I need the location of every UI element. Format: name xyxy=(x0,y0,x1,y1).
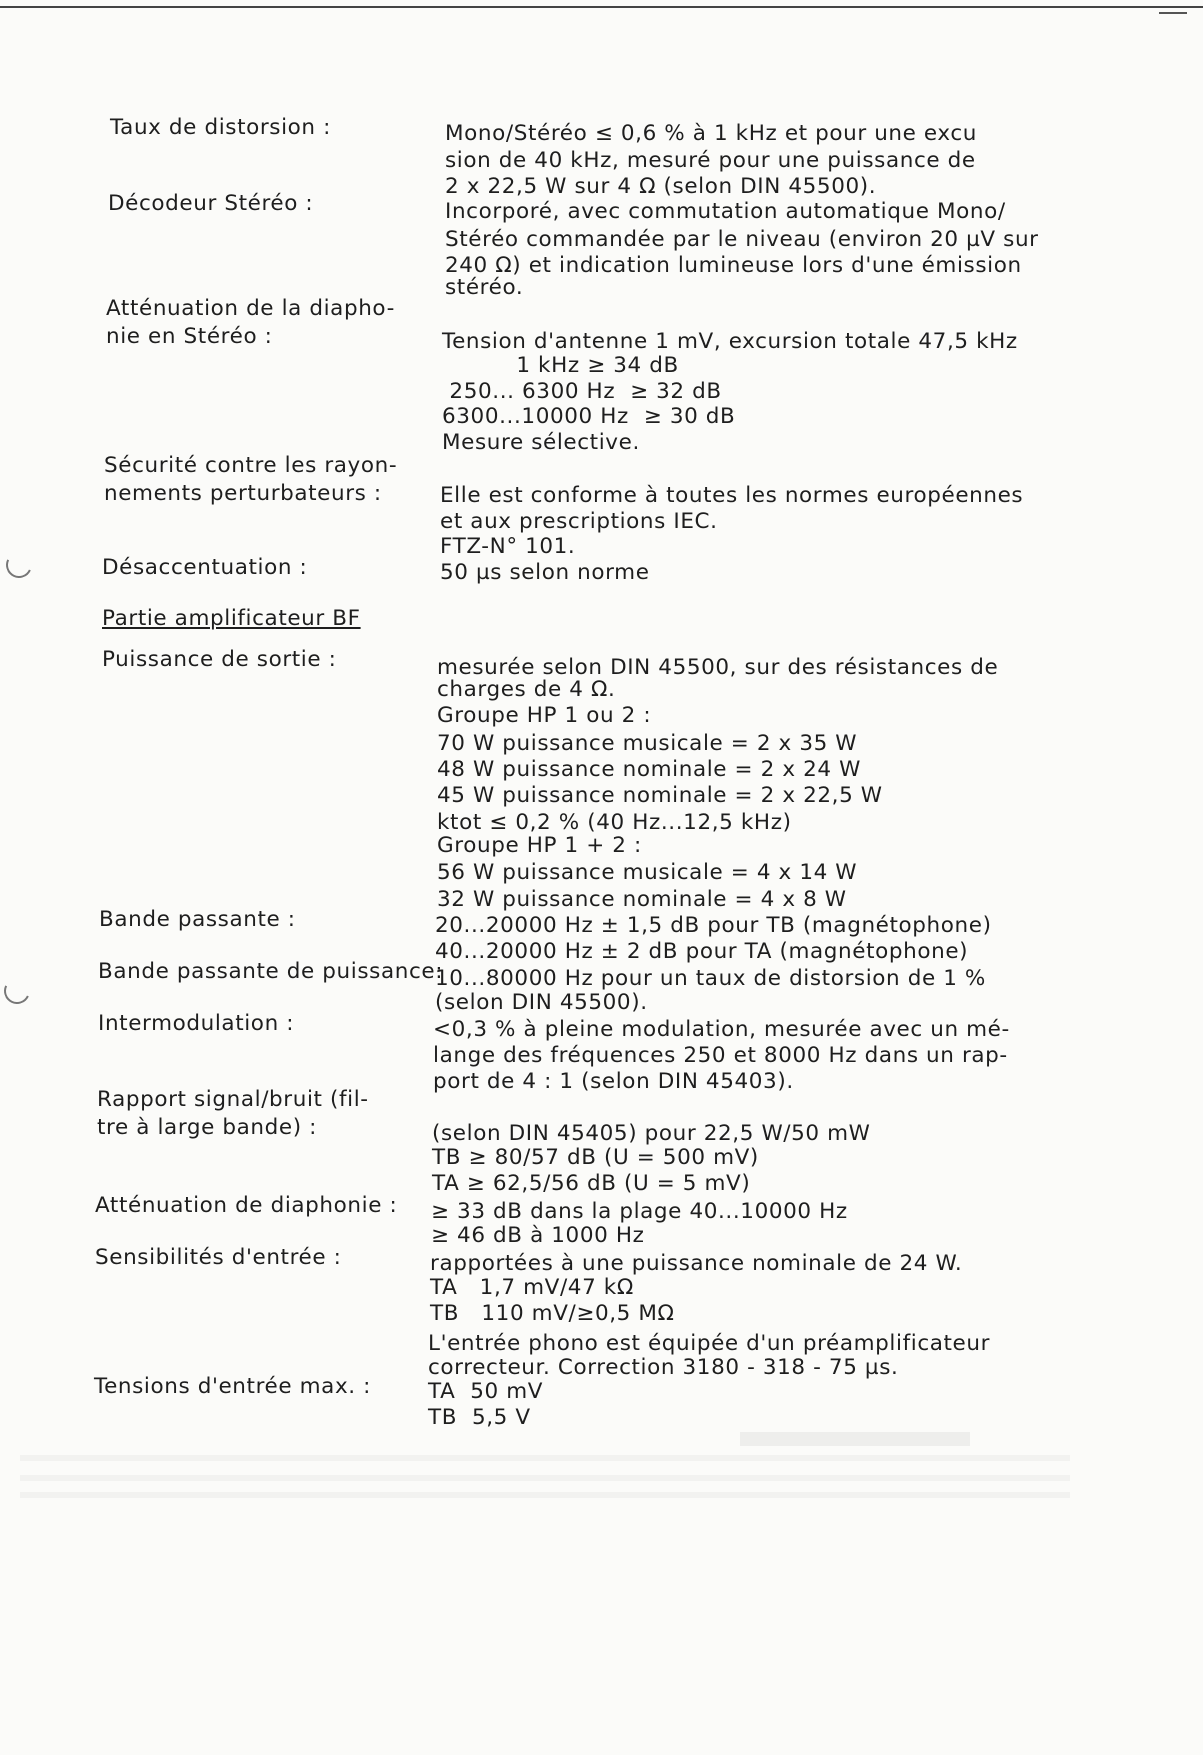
spec-value-line: 32 W puissance nominale = 4 x 8 W xyxy=(437,887,847,912)
spec-value-line: lange des fréquences 250 et 8000 Hz dans un rap- xyxy=(433,1043,1008,1068)
spec-label-distorsion: Taux de distorsion : xyxy=(110,115,331,140)
spec-value-line: ≥ 46 dB à 1000 Hz xyxy=(431,1223,645,1248)
spec-value-line: L'entrée phono est équipée d'un préamplificateur xyxy=(428,1331,991,1356)
spec-value-line: 250... 6300 Hz ≥ 32 dB xyxy=(442,379,722,404)
spec-label-attenuation-stereo: Atténuation de la diapho- nie en Stéréo : xyxy=(106,296,395,349)
spec-value-line: TA ≥ 62,5/56 dB (U = 5 mV) xyxy=(432,1171,751,1196)
spec-value-line: 45 W puissance nominale = 2 x 22,5 W xyxy=(437,783,883,808)
spec-label-puissance: Puissance de sortie : xyxy=(102,647,337,672)
spec-label-bande-passante: Bande passante : xyxy=(99,907,296,932)
spec-value-line: 240 Ω) et indication lumineuse lors d'une émission xyxy=(445,253,1022,278)
spec-value-line: 70 W puissance musicale = 2 x 35 W xyxy=(437,731,858,756)
spec-value-line: Elle est conforme à toutes les normes européennes xyxy=(440,483,1024,508)
spec-value-line: 6300...10000 Hz ≥ 30 dB xyxy=(442,404,736,429)
bleed-through-shadow xyxy=(740,1432,970,1446)
spec-value-line: Groupe HP 1 ou 2 : xyxy=(437,703,652,728)
spec-value-line: <0,3 % à pleine modulation, mesurée avec un mé- xyxy=(433,1017,1010,1042)
spec-label-securite: Sécurité contre les rayon- nements perturbateurs : xyxy=(104,453,398,506)
bleed-through-shadow xyxy=(20,1475,1070,1481)
spec-label-decodeur: Décodeur Stéréo : xyxy=(108,191,314,216)
spec-label-intermodulation: Intermodulation : xyxy=(98,1011,295,1036)
spec-label-desaccentuation: Désaccentuation : xyxy=(102,555,308,580)
spec-value-line: TA 50 mV xyxy=(428,1379,544,1404)
spec-value-line: port de 4 : 1 (selon DIN 45403). xyxy=(433,1069,794,1094)
spec-value-line: correcteur. Correction 3180 - 318 - 75 µs. xyxy=(428,1355,899,1380)
spec-value-line: stéréo. xyxy=(445,275,524,300)
spec-value-line: rapportées à une puissance nominale de 24 W. xyxy=(430,1251,963,1276)
spec-value-line: et aux prescriptions IEC. xyxy=(440,509,718,534)
spec-value-line: 10...80000 Hz pour un taux de distorsion de 1 % xyxy=(435,966,986,991)
spec-value-line: charges de 4 Ω. xyxy=(437,677,616,702)
spec-value-line: ≥ 33 dB dans la plage 40...10000 Hz xyxy=(431,1199,848,1224)
spec-label-attenuation-diaphonie: Atténuation de diaphonie : xyxy=(95,1193,398,1218)
bleed-through-shadow xyxy=(20,1455,1070,1461)
spec-value-line: 20...20000 Hz ± 1,5 dB pour TB (magnétophone) xyxy=(435,913,992,938)
spec-value-line: TB 5,5 V xyxy=(428,1405,531,1430)
spec-value-line: mesurée selon DIN 45500, sur des résistances de xyxy=(437,655,999,680)
spec-value-line: 50 µs selon norme xyxy=(440,560,650,585)
spec-value-line: (selon DIN 45500). xyxy=(435,990,648,1015)
section-title: Partie amplificateur BF xyxy=(102,606,361,631)
spec-value-line: Mesure sélective. xyxy=(442,430,640,455)
binder-hole-icon xyxy=(0,974,33,1007)
spec-value-line: Mono/Stéréo ≤ 0,6 % à 1 kHz et pour une excu xyxy=(445,121,977,146)
spec-value-line: FTZ-N° 101. xyxy=(440,534,576,559)
spec-value-line: Tension d'antenne 1 mV, excursion totale 47,5 kHz xyxy=(442,329,1018,354)
spec-value-line: Groupe HP 1 + 2 : xyxy=(437,833,642,858)
spec-value-line: ktot ≤ 0,2 % (40 Hz...12,5 kHz) xyxy=(437,810,792,835)
spec-label-rapport-signal: Rapport signal/bruit (fil- tre à large bande) : xyxy=(97,1087,369,1140)
binder-hole-icon xyxy=(2,548,35,581)
bleed-through-shadow xyxy=(20,1492,1070,1498)
spec-label-sensibilites: Sensibilités d'entrée : xyxy=(95,1245,342,1270)
spec-value-line: (selon DIN 45405) pour 22,5 W/50 mW xyxy=(432,1121,871,1146)
spec-value-line: 2 x 22,5 W sur 4 Ω (selon DIN 45500). xyxy=(445,174,877,199)
spec-value-line: 40...20000 Hz ± 2 dB pour TA (magnétophone) xyxy=(435,939,969,964)
spec-value-line: Incorporé, avec commutation automatique Mono/ xyxy=(445,199,1006,224)
spec-value-line: 1 kHz ≥ 34 dB xyxy=(442,353,679,378)
spec-value-line: TB ≥ 80/57 dB (U = 500 mV) xyxy=(432,1145,759,1170)
spec-label-bande-puissance: Bande passante de puissance: xyxy=(98,959,444,984)
spec-value-line: 48 W puissance nominale = 2 x 24 W xyxy=(437,757,861,782)
spec-value-line: Stéréo commandée par le niveau (environ 20 µV sur xyxy=(445,227,1039,252)
spec-label-tensions-max: Tensions d'entrée max. : xyxy=(94,1374,371,1399)
spec-value-line: TA 1,7 mV/47 kΩ xyxy=(430,1275,634,1300)
spec-value-line: 56 W puissance musicale = 4 x 14 W xyxy=(437,860,858,885)
spec-value-line: sion de 40 kHz, mesuré pour une puissance de xyxy=(445,148,976,173)
spec-value-line: TB 110 mV/≥0,5 MΩ xyxy=(430,1301,675,1326)
